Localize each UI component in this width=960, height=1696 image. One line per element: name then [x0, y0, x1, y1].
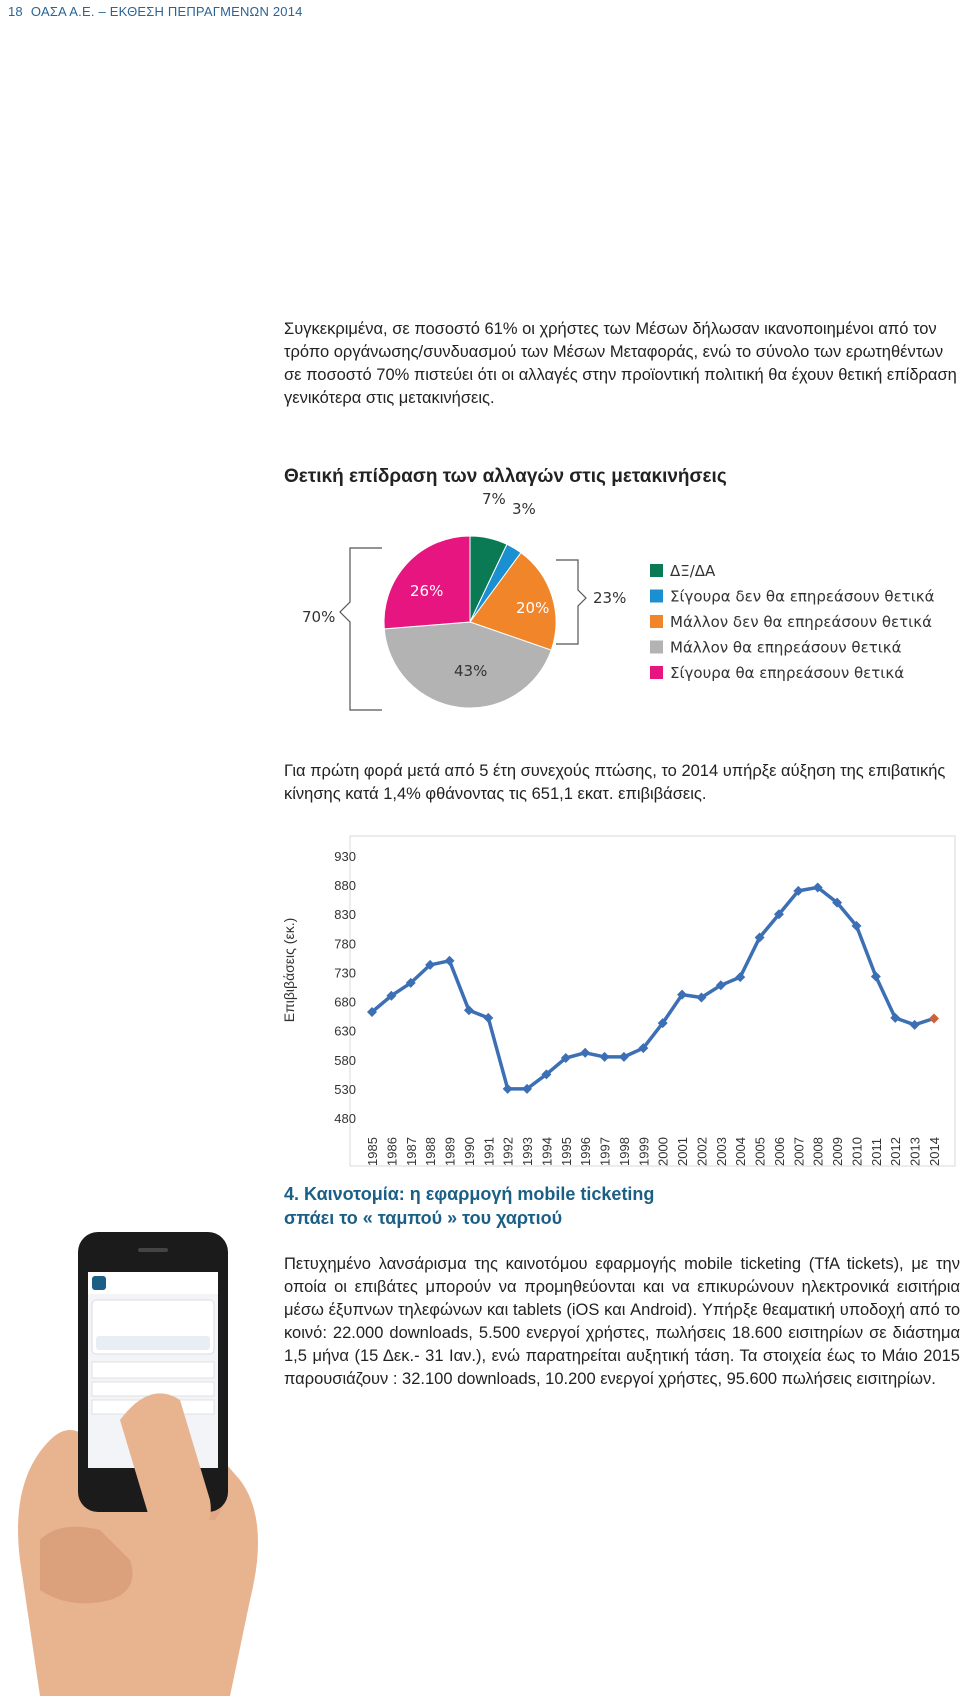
right-bracket-label: 23% — [593, 589, 627, 607]
y-tick-label: 830 — [334, 907, 356, 923]
x-tick-label: 1990 — [461, 1137, 477, 1166]
x-tick-label: 1992 — [500, 1137, 516, 1166]
x-tick-label: 1991 — [481, 1137, 497, 1166]
mobile-ticketing-paragraph: Πετυχημένο λανσάρισμα της καινοτόμου εφαρμογής mobile ticketing (TfA tickets), με την οποία οι επιβάτες μπορούν να προμηθεύονται και να επικυρώνουν ηλεκτρονικά εισιτήρια μέσω έξυπνων τηλεφώνων και tablets (iOS και Android). Υπήρξε θεαματική υποδοχή από το κοινό: 22.000 downloads, 5.500 ενεργοί χρήστες, πωλήσεις 18.600 εισιτηρίων σε διάστημα 1,5 μήνα (15 Δεκ.- 31 Ιαν.), ενώ παρατηρείται αυξητική τάση. Τα στοιχεία έως το Μάιο 2015 παρουσιάζουν : 32.100 downloads, 10.200 ενεργοί χρήστες, 95.600 πωλήσεις εισιτηρίων. — [284, 1255, 960, 1388]
x-tick-label: 1987 — [403, 1137, 419, 1166]
pie-slice-label: 20% — [516, 599, 550, 617]
x-tick-label: 2007 — [791, 1137, 807, 1166]
x-tick-label: 2012 — [888, 1137, 904, 1166]
x-tick-label: 1999 — [636, 1137, 652, 1166]
left-bracket-label: 70% — [302, 608, 336, 626]
pie-chart-title: Θετική επίδραση των αλλαγών στις μετακινήσεις — [284, 466, 727, 487]
x-tick-label: 1986 — [384, 1137, 400, 1166]
pie-slice-label: 26% — [410, 582, 444, 600]
y-tick-label: 580 — [334, 1052, 356, 1068]
x-tick-label: 1997 — [597, 1137, 613, 1166]
y-tick-label: 530 — [334, 1081, 356, 1097]
x-tick-label: 1985 — [365, 1137, 380, 1166]
plot-frame — [350, 836, 955, 1166]
intro-paragraph: Συγκεκριμένα, σε ποσοστό 61% οι χρήστες των Μέσων δήλωσαν ικανοποιημένοι από τον τρόπο οργάνωσης/συνδυασμού των Μέσων Μεταφοράς, ενώ το σύνολο των ερωτηθέντων σε ποσοστό 70% πιστεύει ότι οι αλλαγές στην προϊοντική πολιτική θα έχουν θετική επίδραση γενικότερα στις μετακινήσεις. — [284, 320, 957, 407]
y-tick-label: 630 — [334, 1023, 356, 1039]
page-number: 18 — [8, 4, 23, 19]
x-tick-label: 2009 — [830, 1137, 846, 1166]
x-tick-label: 1996 — [578, 1137, 594, 1166]
legend-entry: ΔΞ/ΔΑ — [670, 562, 716, 580]
legend-entry: Μάλλον δεν θα επηρεάσουν θετικά — [670, 613, 932, 631]
ridership-paragraph: Για πρώτη φορά μετά από 5 έτη συνεχούς πτώσης, το 2014 υπήρξε αύξηση της επιβατικής κίνησης κατά 1,4% φθάνοντας τις 651,1 εκατ. επιβιβάσεις. — [284, 762, 946, 803]
x-tick-label: 2000 — [655, 1137, 671, 1166]
x-tick-label: 2013 — [907, 1137, 923, 1166]
report-title: ΟΑΣΑ Α.Ε. – ΕΚΘΕΣΗ ΠΕΠΡΑΓΜΕΝΩΝ 2014 — [30, 4, 303, 19]
x-tick-label: 2008 — [810, 1137, 826, 1166]
pie-slice-label: 3% — [512, 500, 536, 518]
x-tick-label: 2005 — [752, 1137, 768, 1166]
y-tick-label: 680 — [334, 994, 356, 1010]
x-tick-label: 2006 — [771, 1137, 787, 1166]
y-tick-label: 730 — [334, 965, 356, 981]
x-tick-label: 2004 — [733, 1137, 749, 1166]
section-title-line2: σπάει το « ταμπού » του χαρτιού — [284, 1208, 563, 1228]
x-tick-label: 2001 — [675, 1137, 691, 1166]
x-tick-label: 1998 — [616, 1137, 632, 1166]
x-tick-label: 2010 — [849, 1137, 865, 1166]
pie-slice-label: 7% — [482, 490, 506, 508]
x-tick-label: 2002 — [694, 1137, 710, 1166]
x-tick-label: 1988 — [423, 1137, 439, 1166]
y-tick-label: 780 — [334, 936, 356, 952]
pie-slice-label: 43% — [454, 662, 488, 680]
legend-entry: Σίγουρα θα επηρεάσουν θετικά — [670, 664, 905, 682]
x-tick-label: 2003 — [713, 1137, 729, 1166]
legend-entry: Μάλλον θα επηρεάσουν θετικά — [670, 638, 902, 657]
section-title-line1: 4. Καινοτομία: η εφαρμογή mobile ticketing — [284, 1184, 655, 1204]
y-axis-label: Επιβιβάσεις (εκ.) — [281, 917, 297, 1023]
y-tick-label: 880 — [334, 878, 356, 894]
x-tick-label: 1994 — [539, 1137, 555, 1166]
y-tick-label: 480 — [334, 1111, 356, 1126]
x-tick-label: 1993 — [520, 1137, 536, 1166]
x-tick-label: 1995 — [558, 1137, 574, 1166]
x-tick-label: 2011 — [868, 1138, 884, 1166]
x-tick-label: 1989 — [442, 1137, 458, 1166]
y-tick-label: 930 — [334, 849, 356, 864]
x-tick-label: 2014 — [927, 1137, 942, 1166]
legend-entry: Σίγουρα δεν θα επηρεάσουν θετικά — [670, 587, 935, 606]
